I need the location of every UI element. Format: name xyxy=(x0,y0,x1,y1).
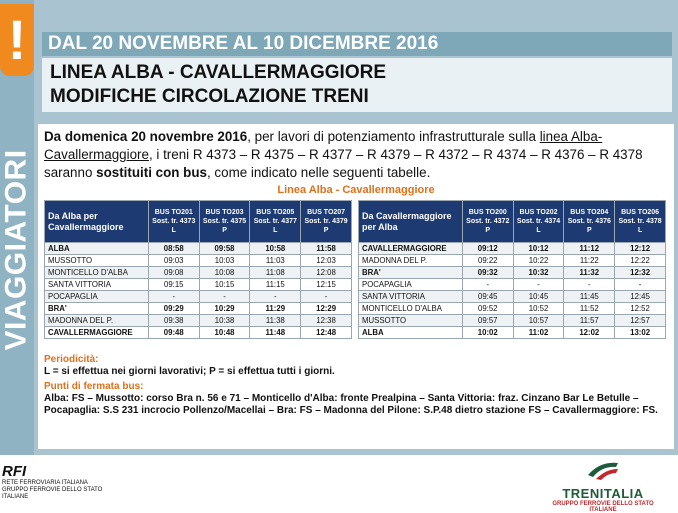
intro-paragraph xyxy=(44,128,668,182)
table-row xyxy=(45,267,352,279)
content-area xyxy=(38,124,674,449)
column-header-line: BUS TO202 xyxy=(519,209,558,216)
table-column-header xyxy=(615,201,666,243)
table-direction: Da Cavallermaggiore per Alba xyxy=(359,201,463,243)
departure-time: 09:15 xyxy=(148,279,199,291)
intro-date: Da domenica 20 novembre 2016 xyxy=(44,129,248,144)
departure-time: 09:48 xyxy=(148,327,199,339)
column-header-line: P xyxy=(222,227,227,234)
departure-time: 12:29 xyxy=(301,303,352,315)
departure-time: 09:52 xyxy=(462,303,513,315)
table-row xyxy=(359,243,666,255)
timetable-cavallermaggiore-alba xyxy=(358,200,666,339)
departure-time: 12:08 xyxy=(301,267,352,279)
departure-time: 09:45 xyxy=(462,291,513,303)
departure-time: 10:08 xyxy=(199,267,250,279)
departure-time: - xyxy=(615,279,666,291)
column-header-line: P xyxy=(485,227,491,234)
column-header-line: Sost. tr. 4374 xyxy=(516,218,561,225)
station-name: MUSSOTTO xyxy=(45,255,149,267)
column-header-line: Sost. tr. 4378 xyxy=(618,218,662,225)
trenitalia-logo xyxy=(538,459,668,513)
departure-time: 10:32 xyxy=(513,267,564,279)
departure-time: 12:02 xyxy=(564,327,615,339)
table-row xyxy=(45,243,352,255)
notes xyxy=(44,354,668,417)
departure-time: 12:57 xyxy=(615,315,666,327)
departure-time: 10:45 xyxy=(513,291,564,303)
table-row xyxy=(45,327,352,339)
table-row xyxy=(45,255,352,267)
side-label xyxy=(1,120,33,380)
departure-time: 10:03 xyxy=(199,255,250,267)
departure-time: 11:22 xyxy=(564,255,615,267)
table-column-header xyxy=(148,201,199,243)
departure-time: 09:08 xyxy=(148,267,199,279)
departure-time: 10:52 xyxy=(513,303,564,315)
departure-time: 09:22 xyxy=(462,255,513,267)
column-header-line: BUS TO206 xyxy=(621,209,660,216)
station-name: MUSSOTTO xyxy=(359,315,463,327)
rfi-logo xyxy=(2,463,112,503)
title-line-2: MODIFICHE CIRCOLAZIONE TRENI xyxy=(50,86,369,107)
column-header-line: P xyxy=(586,227,592,234)
departure-time: - xyxy=(564,279,615,291)
table-column-header xyxy=(199,201,250,243)
departure-time: 12:38 xyxy=(301,315,352,327)
rfi-mark: RFI xyxy=(2,463,27,480)
departure-time: 09:12 xyxy=(462,243,513,255)
column-header-line: Sost. tr. 4377 xyxy=(253,218,297,225)
departure-time: 11:32 xyxy=(564,267,615,279)
departure-time: 11:29 xyxy=(250,303,301,315)
departure-time: 11:08 xyxy=(250,267,301,279)
departure-time: 11:03 xyxy=(250,255,301,267)
column-header-line: BUS TO200 xyxy=(468,209,507,216)
station-name: CAVALLERMAGGIORE xyxy=(45,327,149,339)
column-header-line: BUS TO203 xyxy=(205,209,244,216)
trenitalia-subtitle: GRUPPO FERROVIE DELLO STATO ITALIANE xyxy=(552,501,654,513)
column-header-line: L xyxy=(536,227,541,234)
table-column-header xyxy=(564,201,615,243)
departure-time: 08:58 xyxy=(148,243,199,255)
departure-time: 10:12 xyxy=(513,243,564,255)
station-name: MONTICELLO D'ALBA xyxy=(359,303,463,315)
station-name: MADONNA DEL P. xyxy=(359,255,463,267)
column-header-line: L xyxy=(171,227,176,234)
table-row xyxy=(45,315,352,327)
station-name: POCAPAGLIA xyxy=(45,291,149,303)
departure-time: 12:52 xyxy=(615,303,666,315)
column-header-line: BUS TO207 xyxy=(307,209,346,216)
departure-time: 11:57 xyxy=(564,315,615,327)
departure-time: 12:22 xyxy=(615,255,666,267)
departure-time: 10:58 xyxy=(250,243,301,255)
table-direction: Da Alba per Cavallermaggiore xyxy=(45,201,149,243)
stops-text: Alba: FS – Mussotto: corso Bra n. 56 e 71 – Monticello d'Alba: fronte Prealpina – Santa Vittoria: fraz. Cinzano Bar Le Betulle – Pocapaglia: S.S 231 incrocio Pollenzo/Macellai – Bra: FS – Madonna del Pilone: S.P.48 dietro stazione FS – Cavallermaggiore: FS. xyxy=(44,393,658,416)
footer xyxy=(0,455,678,513)
departure-time: 09:29 xyxy=(148,303,199,315)
departure-time: 10:38 xyxy=(199,315,250,327)
departure-time: - xyxy=(301,291,352,303)
column-header-line: Sost. tr. 4372 xyxy=(466,218,510,225)
departure-time: - xyxy=(462,279,513,291)
table-row xyxy=(359,303,666,315)
departure-time: 12:48 xyxy=(301,327,352,339)
departure-time: 09:58 xyxy=(199,243,250,255)
intro-bus: sostituiti con bus xyxy=(96,165,207,180)
departure-time: 13:02 xyxy=(615,327,666,339)
table-column-header xyxy=(462,201,513,243)
table-column-header xyxy=(301,201,352,243)
departure-time: 10:29 xyxy=(199,303,250,315)
departure-time: 11:45 xyxy=(564,291,615,303)
station-name: ALBA xyxy=(359,327,463,339)
departure-time: 11:02 xyxy=(513,327,564,339)
departure-time: 12:12 xyxy=(615,243,666,255)
table-row xyxy=(359,315,666,327)
station-name: ALBA xyxy=(45,243,149,255)
departure-time: 09:03 xyxy=(148,255,199,267)
departure-time: 12:15 xyxy=(301,279,352,291)
column-header-line: L xyxy=(273,227,278,234)
departure-time: 12:32 xyxy=(615,267,666,279)
departure-time: 11:48 xyxy=(250,327,301,339)
departure-time: 12:03 xyxy=(301,255,352,267)
timetable-alba-cavallermaggiore xyxy=(44,200,352,339)
departure-time: 12:45 xyxy=(615,291,666,303)
station-name: MADONNA DEL P. xyxy=(45,315,149,327)
column-header-line: P xyxy=(323,227,329,234)
trenitalia-name: TRENITALIA xyxy=(562,486,644,501)
table-row xyxy=(45,279,352,291)
table-row xyxy=(359,255,666,267)
table-row xyxy=(45,303,352,315)
table-row xyxy=(359,267,666,279)
table-column-header xyxy=(250,201,301,243)
column-header-line: BUS TO201 xyxy=(154,209,193,216)
departure-time: 09:32 xyxy=(462,267,513,279)
notice-panel xyxy=(34,0,678,455)
departure-time: 09:38 xyxy=(148,315,199,327)
departure-time: 11:38 xyxy=(250,315,301,327)
trenitalia-mark-icon xyxy=(586,459,620,481)
column-header-line: L xyxy=(637,227,643,234)
station-name: CAVALLERMAGGIORE xyxy=(359,243,463,255)
column-header-line: Sost. tr. 4375 xyxy=(202,218,247,225)
station-name: BRA' xyxy=(45,303,149,315)
rfi-subtitle: RETE FERROVIARIA ITALIANA xyxy=(2,480,88,486)
column-header-line: Sost. tr. 4373 xyxy=(152,218,196,225)
table-row xyxy=(45,291,352,303)
departure-time: 10:57 xyxy=(513,315,564,327)
departure-time: - xyxy=(148,291,199,303)
departure-time: - xyxy=(513,279,564,291)
station-name: BRA' xyxy=(359,267,463,279)
departure-time: 11:12 xyxy=(564,243,615,255)
table-row xyxy=(359,291,666,303)
side-label-text: VIAGGIATORI xyxy=(0,149,34,351)
departure-time: 11:52 xyxy=(564,303,615,315)
departure-time: 11:58 xyxy=(301,243,352,255)
intro-line-name: linea Alba-Cavallermaggiore xyxy=(44,129,603,162)
departure-time: 11:15 xyxy=(250,279,301,291)
column-header-line: Sost. tr. 4379 xyxy=(304,218,348,225)
table-column-header xyxy=(513,201,564,243)
station-name: SANTA VITTORIA xyxy=(45,279,149,291)
column-header-line: BUS TO204 xyxy=(570,209,609,216)
rfi-group: GRUPPO FERROVIE DELLO STATO ITALIANE xyxy=(2,487,103,500)
table-row xyxy=(359,327,666,339)
departure-time: 10:22 xyxy=(513,255,564,267)
stops-heading: Punti di fermata bus: xyxy=(44,381,144,392)
departure-time: - xyxy=(199,291,250,303)
exclamation-icon: ! xyxy=(0,4,34,76)
periodicity-heading: Periodicità: xyxy=(44,354,99,365)
departure-time: 09:57 xyxy=(462,315,513,327)
departure-time: - xyxy=(250,291,301,303)
title-box xyxy=(42,58,672,112)
intro-text-1: , per lavori di potenziamento infrastrutturale sulla xyxy=(247,129,540,144)
departure-time: 10:48 xyxy=(199,327,250,339)
station-name: MONTICELLO D'ALBA xyxy=(45,267,149,279)
column-header-line: BUS TO205 xyxy=(256,209,295,216)
periodicity-text: L = si effettua nei giorni lavorativi; P = si effettua tutti i giorni. xyxy=(44,366,335,377)
station-name: SANTA VITTORIA xyxy=(359,291,463,303)
station-name: POCAPAGLIA xyxy=(359,279,463,291)
title-line-1: LINEA ALBA - CAVALLERMAGGIORE xyxy=(50,62,386,83)
table-row xyxy=(359,279,666,291)
intro-text-3: , come indicato nelle seguenti tabelle. xyxy=(206,165,431,180)
departure-time: 10:02 xyxy=(462,327,513,339)
line-title: Linea Alba - Cavallermaggiore xyxy=(277,184,435,196)
column-header-line: Sost. tr. 4376 xyxy=(567,218,611,225)
departure-time: 10:15 xyxy=(199,279,250,291)
timetables xyxy=(44,200,668,352)
date-range: DAL 20 NOVEMBRE AL 10 DICEMBRE 2016 xyxy=(42,32,672,56)
intro-text-2: , i treni R 4373 – R 4375 – R 4377 – R 4379 – R 4372 – R 4374 – R 4376 – R 4378 saranno xyxy=(44,147,643,180)
